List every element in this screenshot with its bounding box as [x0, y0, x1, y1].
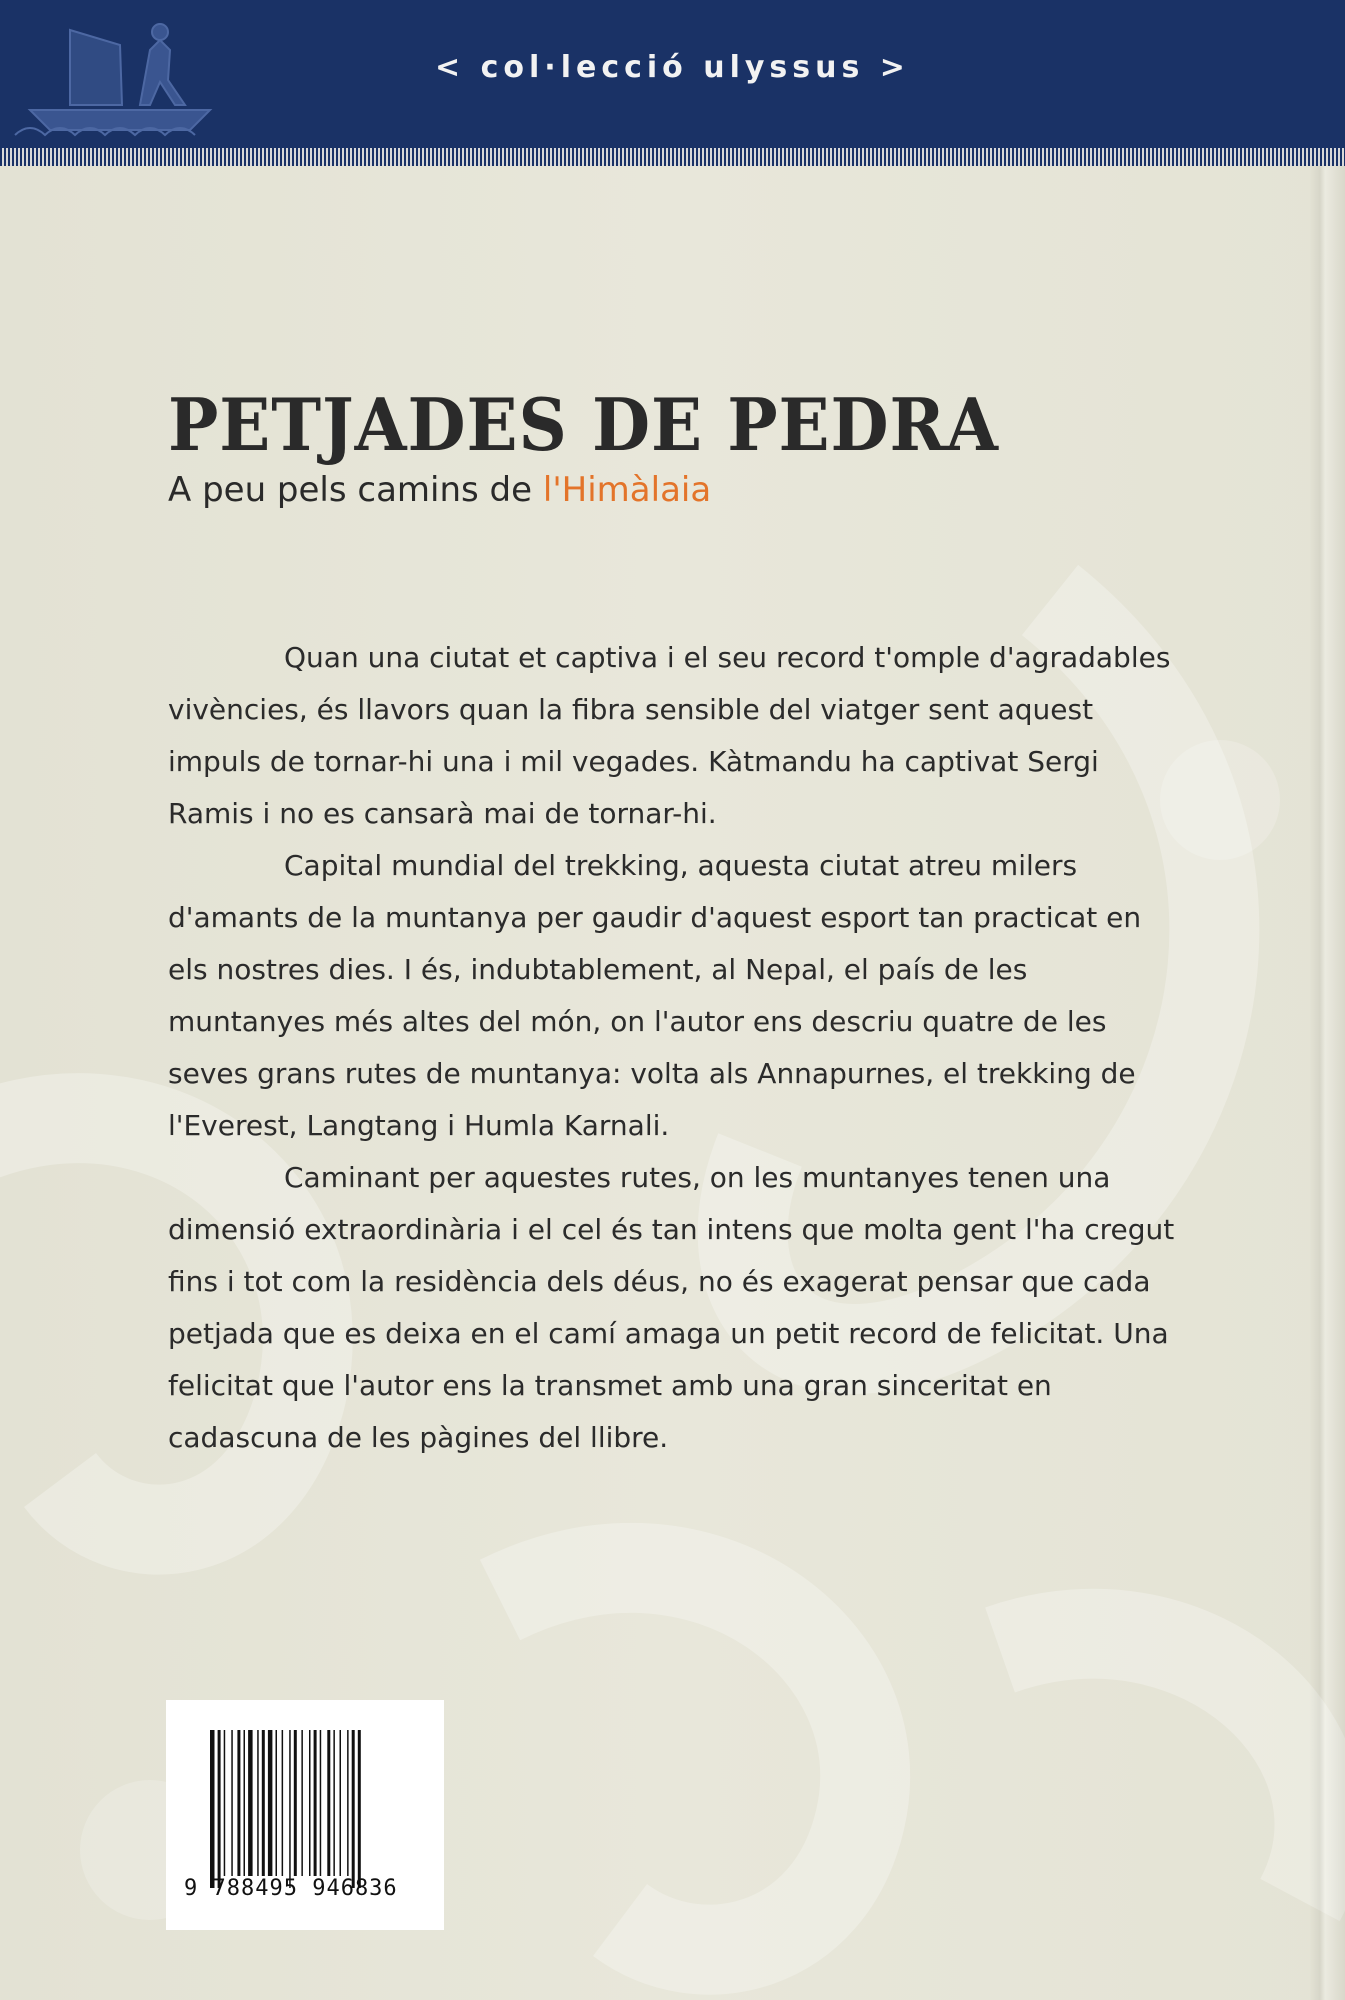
barcode-bar	[224, 1730, 226, 1876]
barcode-bar	[309, 1730, 311, 1876]
series-label: < col·lecció ulyssus >	[435, 50, 910, 85]
blurb-paragraph: Capital mundial del trekking, aquesta ciutat atreu milers d'amants de la muntanya per gaudir d'aquest esport tan practicat en els nostres dies. I és, indubtablement, al Nepal, el país de les muntanyes més altes del món, on l'autor ens descriu quatre de les seves grans rutes de muntanya: volta als Annapurnes, el trekking de l'Everest, Langtang i Humla Karnali.	[168, 849, 1142, 1142]
barcode-bar	[358, 1730, 361, 1888]
barcode-icon	[210, 1730, 410, 1900]
barcode-bar	[276, 1730, 278, 1876]
barcode-bar	[301, 1730, 303, 1876]
series-band	[0, 0, 1345, 148]
barcode-bar	[231, 1730, 233, 1876]
barcode-label	[166, 1700, 444, 1930]
barcode-bar	[314, 1730, 317, 1876]
barcode-bar	[218, 1730, 221, 1888]
barcode-bar	[282, 1730, 284, 1876]
book-blurb	[168, 632, 1180, 1464]
blurb-paragraph: Caminant per aquestes rutes, on les muntanyes tenen una dimensió extraordinària i el cel és tan intens que molta gent l'ha cregut fins i tot com la residència dels déus, no és exagerat pensar que cada petjada que es deixa en el camí amaga un petit record de felicitat. Una felicitat que l'autor ens la transmet amb una gran sinceritat en cadascuna de les pàgines del llibre.	[168, 1161, 1175, 1454]
spine-edge	[1309, 0, 1345, 2000]
subtitle-accent: l'Himàlaia	[542, 470, 712, 510]
book-title: PETJADES DE PEDRA	[168, 382, 999, 467]
barcode-bar	[327, 1730, 330, 1876]
barcode-bar	[289, 1730, 291, 1888]
barcode-bar	[340, 1730, 342, 1876]
isbn-number: 9 788495 946836	[184, 1876, 398, 1901]
subtitle-prefix: A peu pels camins de	[168, 470, 533, 510]
barcode-bar	[294, 1730, 297, 1876]
barcode-bar	[347, 1730, 349, 1876]
barcode-bar	[352, 1730, 355, 1888]
barcode-bar	[257, 1730, 259, 1876]
barcode-bar	[248, 1730, 253, 1876]
barcode-bar	[210, 1730, 215, 1888]
barcode-bar	[244, 1730, 246, 1876]
barcode-bar	[237, 1730, 240, 1876]
barcode-bar	[262, 1730, 265, 1876]
book-subtitle	[168, 470, 711, 510]
barcode-bar	[268, 1730, 273, 1876]
barcode-bar	[333, 1730, 335, 1876]
barcode-bar	[320, 1730, 322, 1876]
blurb-paragraph: Quan una ciutat et captiva i el seu record t'omple d'agradables vivències, és llavors quan la fibra sensible del viatger sent aquest impuls de tornar-hi una i mil vegades. Kàtmandu ha captivat Sergi Ramis i no es cansarà mai de tornar-hi.	[168, 641, 1171, 830]
ruled-stripe	[0, 148, 1345, 166]
